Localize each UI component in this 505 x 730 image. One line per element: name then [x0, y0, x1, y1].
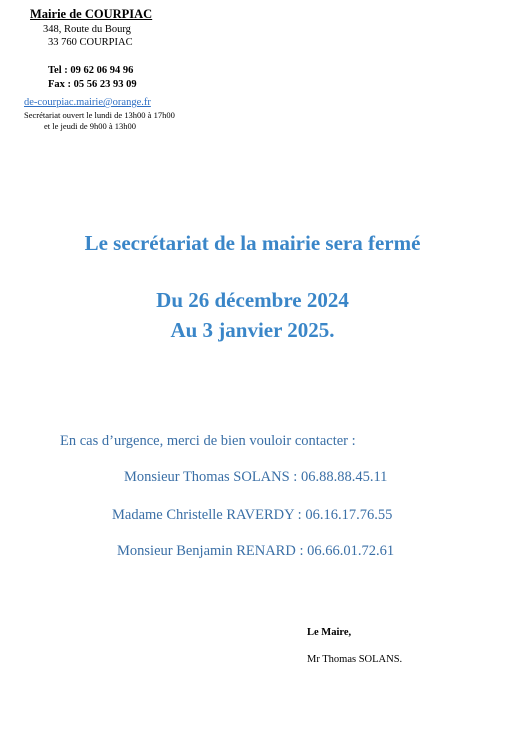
contact-item: Monsieur Benjamin RENARD : 06.66.01.72.61: [117, 543, 395, 559]
contact-item: Madame Christelle RAVERDY : 06.16.17.76.55: [112, 507, 393, 523]
contact-item: Monsieur Thomas SOLANS : 06.88.88.45.11: [124, 469, 388, 485]
fax: Fax : 05 56 23 93 09: [48, 79, 137, 90]
closure-end-date: Au 3 janvier 2025.: [170, 318, 335, 342]
emergency-intro: En cas d’urgence, merci de bien vouloir contacter :: [60, 433, 356, 449]
signature-title: Le Maire,: [307, 627, 352, 638]
telephone: Tel : 09 62 06 94 96: [48, 65, 134, 76]
mairie-title: Mairie de COURPIAC: [30, 7, 153, 21]
opening-hours-line-2: et le jeudi de 9h00 à 13h00: [44, 121, 137, 131]
address-line-1: 348, Route du Bourg: [43, 24, 131, 35]
email-link[interactable]: de-courpiac.mairie@orange.fr: [24, 97, 151, 108]
announcement-heading: Le secrétariat de la mairie sera fermé: [84, 231, 421, 255]
address-line-2: 33 760 COURPIAC: [48, 37, 133, 48]
signature-name: Mr Thomas SOLANS.: [307, 654, 403, 665]
closure-start-date: Du 26 décembre 2024: [156, 288, 349, 312]
opening-hours-line-1: Secrétariat ouvert le lundi de 13h00 à 17h00: [24, 110, 175, 120]
